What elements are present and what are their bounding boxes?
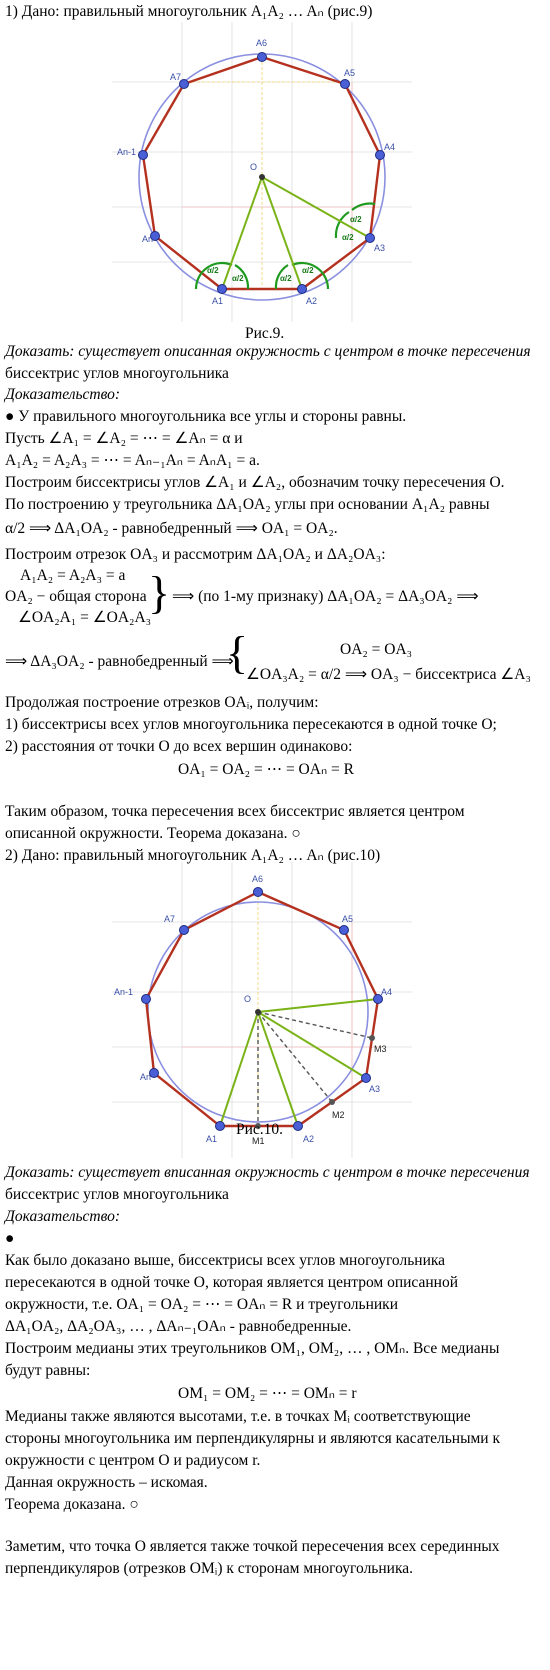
- angle-label: α/2: [302, 266, 314, 275]
- p1-given: 1) Дано: правильный многоугольник A₁A₂ … Aₙ (рис.9): [5, 3, 373, 20]
- p2-prove-b: биссектрис углов многоугольника: [5, 1186, 229, 1203]
- label-A5: A5: [344, 68, 356, 78]
- system1-line1: A₁A₂ = A₂A₃ = a: [20, 567, 126, 584]
- text-line: α/2 ⟹ ΔA₁OA₂ - равнобедренный ⟹ OA₁ = OA₂.: [5, 520, 338, 537]
- label-An-1: An-1: [114, 987, 134, 997]
- angle-label: α/2: [280, 274, 292, 283]
- label-M1: M1: [252, 1136, 265, 1146]
- label-An-1: An-1: [117, 147, 137, 157]
- text-line: Построим медианы этих треугольников OM₁, OM₂, … , OMₙ. Все медианы: [5, 1340, 500, 1357]
- text-line: Теорема доказана. ○: [5, 1496, 139, 1513]
- p1-prove-b: биссектрис углов многоугольника: [5, 365, 229, 382]
- system2-line2: ∠OA₃A₂ = α/2 ⟹ OA₃ − биссектриса ∠A₃: [246, 666, 531, 683]
- label-A2: A2: [303, 1134, 315, 1144]
- label-A6: A6: [256, 38, 268, 48]
- brace-left: {: [226, 627, 249, 678]
- label-A3: A3: [374, 243, 386, 253]
- brace-right: }: [148, 567, 171, 618]
- label-An: An: [142, 234, 154, 244]
- text-line: пересекаются в одной точке O, которая является центром описанной: [5, 1274, 459, 1291]
- angle-label: α/2: [350, 215, 362, 224]
- text-line: будут равны:: [5, 1362, 91, 1379]
- text-line: перпендикуляров (отрезков OMᵢ) к сторонам многоугольника.: [5, 1560, 414, 1577]
- text-line: Заметим, что точка O является также точкой пересечения всех серединных: [5, 1538, 500, 1555]
- polygon: [143, 57, 380, 289]
- label-A1: A1: [212, 296, 224, 306]
- angle-label: α/2: [207, 266, 219, 275]
- bullet: ●: [5, 1230, 15, 1247]
- figure-10: [112, 862, 412, 1158]
- label-A4: A4: [381, 987, 393, 997]
- angle-label: α/2: [232, 274, 244, 283]
- text-line: окружности с центром O и радиусом r.: [5, 1452, 261, 1469]
- label-A1: A1: [206, 1134, 218, 1144]
- equation-1: OA₁ = OA₂ = ⋯ = OAₙ = R: [178, 761, 354, 778]
- angle-label: α/2: [342, 233, 354, 242]
- text-line: Таким образом, точка пересечения всех биссектрис является центром: [5, 803, 465, 820]
- figure-9: [112, 22, 412, 322]
- text-line: 2) расстояния от точки O до всех вершин одинаково:: [5, 738, 353, 755]
- label-A3: A3: [369, 1084, 381, 1094]
- text-line: Построим биссектрисы углов ∠A₁ и ∠A₂, обозначим точку пересечения O.: [5, 474, 505, 491]
- label-M2: M2: [332, 1110, 345, 1120]
- text-line: Медианы также являются высотами, т.е. в точках Mᵢ соответствующие: [5, 1408, 471, 1425]
- p1-prove-a: Доказать: существует описанная окружность с центром в точке пересечения: [5, 343, 531, 360]
- label-O: O: [244, 994, 252, 1004]
- text-line: 1) биссектрисы всех углов многоугольника пересекаются в одной точке O;: [5, 716, 497, 733]
- label-O: O: [250, 162, 258, 172]
- text-line: Пусть ∠A₁ = ∠A₂ = ⋯ = ∠Aₙ = α и: [5, 430, 243, 447]
- label-A6: A6: [252, 874, 264, 884]
- text-line: По построению у треугольника ΔA₁OA₂ углы при основании A₁A₂ равны: [5, 496, 490, 513]
- p2-prove-a: Доказать: существует вписанная окружность с центром в точке пересечения: [5, 1164, 530, 1181]
- text-line: Построим отрезок OA₃ и рассмотрим ΔA₁OA₂ и ΔA₂OA₃:: [5, 546, 386, 563]
- fig10-caption: Рис.10.: [236, 1121, 284, 1138]
- system1-line2: OA₂ − общая сторона: [5, 588, 147, 605]
- system1-conclusion: ⟹ (по 1-му признаку) ΔA₁OA₂ = ΔA₃OA₂ ⟹: [172, 588, 479, 605]
- label-A5: A5: [342, 914, 354, 924]
- text-line: окружности, т.е. OA₁ = OA₂ = ⋯ = OAₙ = R и треугольники: [5, 1296, 399, 1313]
- p2-proof-heading: Доказательство:: [5, 1208, 121, 1225]
- text-line: Продолжая построение отрезков OAᵢ, получим:: [5, 694, 319, 711]
- text-line: ΔA₁OA₂, ΔA₂OA₃, … , ΔAₙ₋₁OAₙ - равнобедренные.: [5, 1318, 352, 1335]
- label-A7: A7: [164, 914, 176, 924]
- label-A2: A2: [306, 296, 318, 306]
- label-An: An: [140, 1072, 152, 1082]
- text-line: ⟹ ΔA₃OA₂ - равнобедренный ⟹: [5, 653, 234, 670]
- fig9-caption: Рис.9.: [245, 325, 285, 342]
- text-line: ● У правильного многоугольника все углы и стороны равны.: [5, 408, 407, 425]
- p1-proof-heading: Доказательство:: [5, 386, 121, 403]
- text-line: стороны многоугольника им перпендикулярны и являются касательными к: [5, 1430, 501, 1447]
- p2-given: 2) Дано: правильный многоугольник A₁A₂ … Aₙ (рис.10): [5, 847, 381, 864]
- text-line: A₁A₂ = A₂A₃ = ⋯ = Aₙ₋₁Aₙ = AₙA₁ = a.: [5, 452, 260, 469]
- equation-2: OM₁ = OM₂ = ⋯ = OMₙ = r: [178, 1385, 357, 1402]
- text-line: Данная окружность – искомая.: [5, 1474, 208, 1491]
- text-line: Как было доказано выше, биссектрисы всех углов многоугольника: [5, 1252, 446, 1269]
- text-line: описанной окружности. Теорема доказана. ○: [5, 825, 301, 842]
- label-A4: A4: [384, 142, 396, 152]
- label-M3: M3: [374, 1044, 387, 1054]
- system1-line3: ∠OA₂A₁ = ∠OA₂A₃: [18, 609, 152, 626]
- system2-line1: OA₂ = OA₃: [340, 641, 413, 658]
- label-A7: A7: [170, 72, 182, 82]
